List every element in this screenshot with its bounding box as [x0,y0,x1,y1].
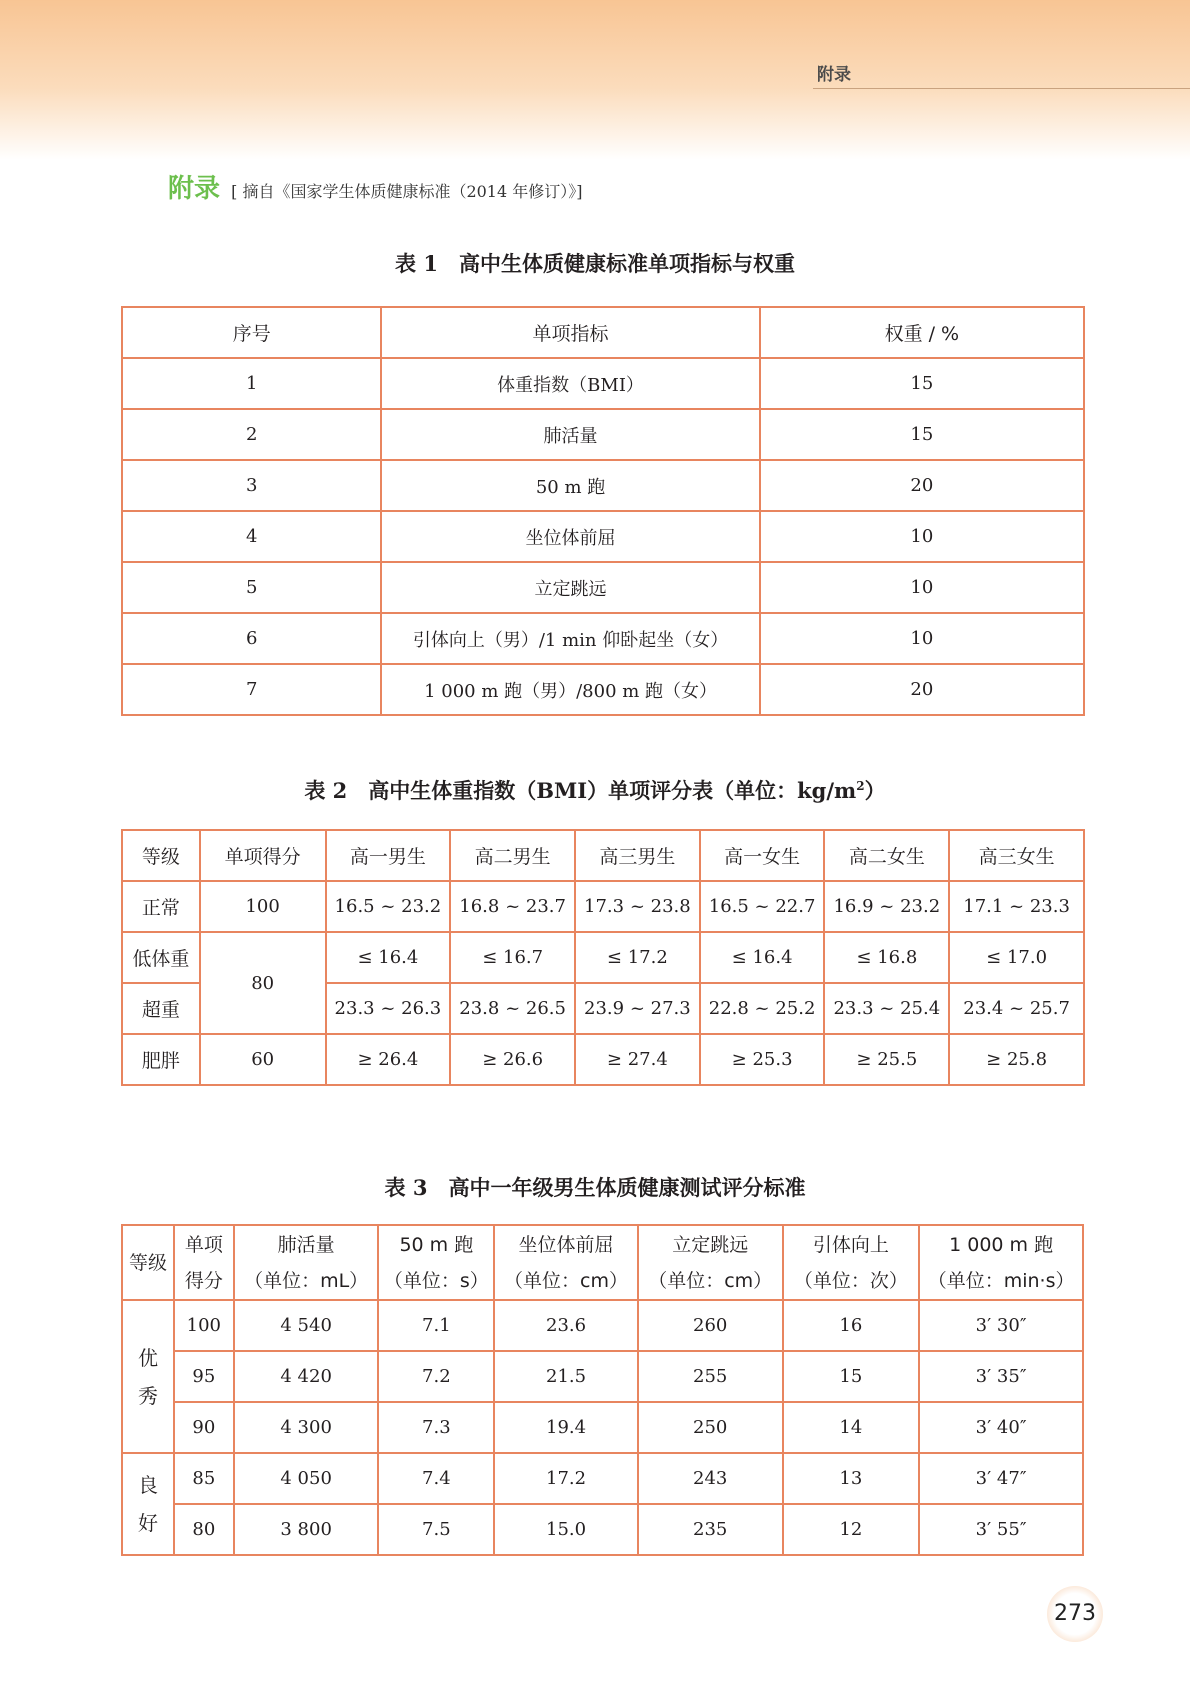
header-line: （单位：mL） [244,1269,369,1292]
table2-caption-end: ） [864,778,886,803]
table1-header-cell: 序号 [122,307,381,358]
table-cell: 15 [783,1351,920,1402]
table2-caption-sup: 2 [856,779,865,793]
table-cell: 引体向上（男）/1 min 仰卧起坐（女） [381,613,759,664]
table-cell: ≤ 16.8 [824,932,949,983]
grade-cell: 肥胖 [122,1034,200,1085]
table-cell: 6 [122,613,381,664]
table-row [122,409,1084,460]
table-cell: 7.5 [378,1504,494,1555]
table-cell: ≥ 26.6 [450,1034,575,1085]
table1-caption: 表 1 高中生体质健康标准单项指标与权重 [395,251,795,276]
header-line: （单位：cm） [648,1269,773,1292]
table-cell: ≤ 16.4 [326,932,451,983]
table-cell: 2 [122,409,381,460]
table3-header-cell [378,1225,494,1300]
table-cell: 15 [760,409,1084,460]
table-cell: 16.8 ~ 23.7 [450,881,575,932]
table-row [122,1402,1083,1453]
table-cell: 10 [760,562,1084,613]
table2-header-cell: 高一男生 [326,830,451,881]
table3-header-cell [638,1225,783,1300]
table-cell: 23.9 ~ 27.3 [575,983,700,1034]
table-cell: 23.4 ~ 25.7 [949,983,1084,1034]
table-cell: 7.4 [378,1453,494,1504]
header-line: （单位：s） [383,1269,489,1292]
table-cell: 4 300 [234,1402,379,1453]
grade-cell: 超重 [122,983,200,1034]
header-line: 等级 [128,1251,167,1274]
page-number: 273 [1047,1586,1103,1642]
table-cell: 4 420 [234,1351,379,1402]
table-cell: 15.0 [494,1504,638,1555]
table-cell: ≤ 16.4 [700,932,825,983]
grade-char: 良 [137,1473,158,1497]
table-cell: 4 540 [234,1300,379,1351]
table-cell: 22.8 ~ 25.2 [700,983,825,1034]
score-cell: 80 [174,1504,234,1555]
table-row [122,664,1084,715]
score-cell: 80 [200,932,326,1034]
table-cell: 7.2 [378,1351,494,1402]
table3-caption: 表 3 高中一年级男生体质健康测试评分标准 [384,1175,806,1200]
grade-char: 好 [137,1511,158,1535]
table-row [122,1504,1083,1555]
score-cell: 100 [200,881,326,932]
table2-header-cell: 高三男生 [575,830,700,881]
table-cell: 17.3 ~ 23.8 [575,881,700,932]
table-cell: 坐位体前屈 [381,511,759,562]
table-row [122,881,1084,932]
table-cell: 15 [760,358,1084,409]
table-row [122,1034,1084,1085]
table3-header-cell [919,1225,1083,1300]
grade-cell [122,1453,174,1555]
table2-header-cell: 高三女生 [949,830,1084,881]
table-cell: ≥ 25.5 [824,1034,949,1085]
table-cell: ≥ 25.8 [949,1034,1084,1085]
table-cell: 3′ 40″ [919,1402,1083,1453]
table3-header-cell [122,1225,174,1300]
header-line: （单位：min·s） [927,1269,1075,1292]
table-row [122,613,1084,664]
table-row [122,511,1084,562]
table-cell: 23.3 ~ 25.4 [824,983,949,1034]
table-cell: 1 [122,358,381,409]
running-head: 附录 [813,60,1190,89]
table1 [121,306,1085,716]
score-cell: 90 [174,1402,234,1453]
table-cell: 10 [760,511,1084,562]
table-cell: 17.2 [494,1453,638,1504]
table-cell: 23.3 ~ 26.3 [326,983,451,1034]
grade-cell [122,1300,174,1453]
table3-header-cell [494,1225,638,1300]
table-cell: 16.5 ~ 22.7 [700,881,825,932]
score-cell: 95 [174,1351,234,1402]
table-cell: 10 [760,613,1084,664]
table2-header-row [122,830,1084,881]
grade-char: 秀 [137,1383,158,1408]
header-line: （单位：cm） [504,1269,629,1292]
table2-header-cell: 高二男生 [450,830,575,881]
table2 [121,829,1085,1086]
table-cell: 7 [122,664,381,715]
table2-header-cell: 单项得分 [200,830,326,881]
table3-header-row [122,1225,1083,1300]
table-cell: 23.6 [494,1300,638,1351]
table-cell: 250 [638,1402,783,1453]
table-cell: 16.5 ~ 23.2 [326,881,451,932]
table-cell: 肺活量 [381,409,759,460]
header-line: （单位：次） [793,1269,908,1292]
table-cell: 4 [122,511,381,562]
table-cell: 7.3 [378,1402,494,1453]
table-cell: 243 [638,1453,783,1504]
table-cell: 16 [783,1300,920,1351]
grade-cell: 正常 [122,881,200,932]
table-cell: 3′ 30″ [919,1300,1083,1351]
appendix-heading [168,168,583,205]
table-cell: 5 [122,562,381,613]
table-cell: 17.1 ~ 23.3 [949,881,1084,932]
table-cell: 3′ 35″ [919,1351,1083,1402]
table-cell: ≥ 27.4 [575,1034,700,1085]
table-cell: ≤ 17.2 [575,932,700,983]
table-cell: 3 800 [234,1504,379,1555]
table-cell: 235 [638,1504,783,1555]
table2-header-cell: 高一女生 [700,830,825,881]
table-cell: 50 m 跑 [381,460,759,511]
header-line: 引体向上 [812,1233,889,1256]
score-cell: 60 [200,1034,326,1085]
table2-header-cell: 等级 [122,830,200,881]
table-cell: 体重指数（BMI） [381,358,759,409]
table-cell: 3′ 55″ [919,1504,1083,1555]
table-cell: ≥ 26.4 [326,1034,451,1085]
table1-header-row [122,307,1084,358]
header-line: 立定跳远 [672,1233,749,1256]
table-cell: 20 [760,460,1084,511]
table3-header-cell [234,1225,379,1300]
header-line: 肺活量 [277,1233,335,1256]
table-row [122,562,1084,613]
header-line: 单项 [184,1233,223,1256]
table-row [122,1453,1083,1504]
table-cell: 1 000 m 跑（男）/800 m 跑（女） [381,664,759,715]
grade-char: 优 [137,1345,158,1370]
table-cell: 13 [783,1453,920,1504]
table-cell: 7.1 [378,1300,494,1351]
table-cell: 12 [783,1504,920,1555]
header-line: 1 000 m 跑 [949,1233,1054,1256]
table-row [122,932,1084,983]
table-cell: 260 [638,1300,783,1351]
table-row [122,1351,1083,1402]
table-row [122,1300,1083,1351]
appendix-source: [ 摘自《国家学生体质健康标准（2014 年修订）》] [231,182,583,201]
table3-header-cell [174,1225,234,1300]
score-cell: 100 [174,1300,234,1351]
table-cell: 16.9 ~ 23.2 [824,881,949,932]
table2-caption-text: 表 2 高中生体重指数（BMI）单项评分表（单位：kg/m [304,778,857,803]
table2-header-cell: 高二女生 [824,830,949,881]
appendix-title: 附录 [168,174,221,204]
table-cell: 立定跳远 [381,562,759,613]
header-line: 得分 [184,1269,223,1292]
table1-header-cell: 权重 / % [760,307,1084,358]
table-cell: 14 [783,1402,920,1453]
table-cell: 3 [122,460,381,511]
header-line: 坐位体前屈 [518,1233,614,1256]
table-cell: 21.5 [494,1351,638,1402]
table2-caption [0,775,1190,805]
table-cell: 19.4 [494,1402,638,1453]
table-cell: ≥ 25.3 [700,1034,825,1085]
table3-header-cell [783,1225,920,1300]
table-cell: ≤ 17.0 [949,932,1084,983]
table-row [122,460,1084,511]
table-cell: 255 [638,1351,783,1402]
table-cell: 23.8 ~ 26.5 [450,983,575,1034]
table-cell: ≤ 16.7 [450,932,575,983]
table1-header-cell: 单项指标 [381,307,759,358]
table-cell: 3′ 47″ [919,1453,1083,1504]
score-cell: 85 [174,1453,234,1504]
table-row [122,358,1084,409]
table-cell: 20 [760,664,1084,715]
header-line: 50 m 跑 [399,1233,474,1256]
table3 [121,1224,1084,1556]
table-cell: 4 050 [234,1453,379,1504]
grade-cell: 低体重 [122,932,200,983]
